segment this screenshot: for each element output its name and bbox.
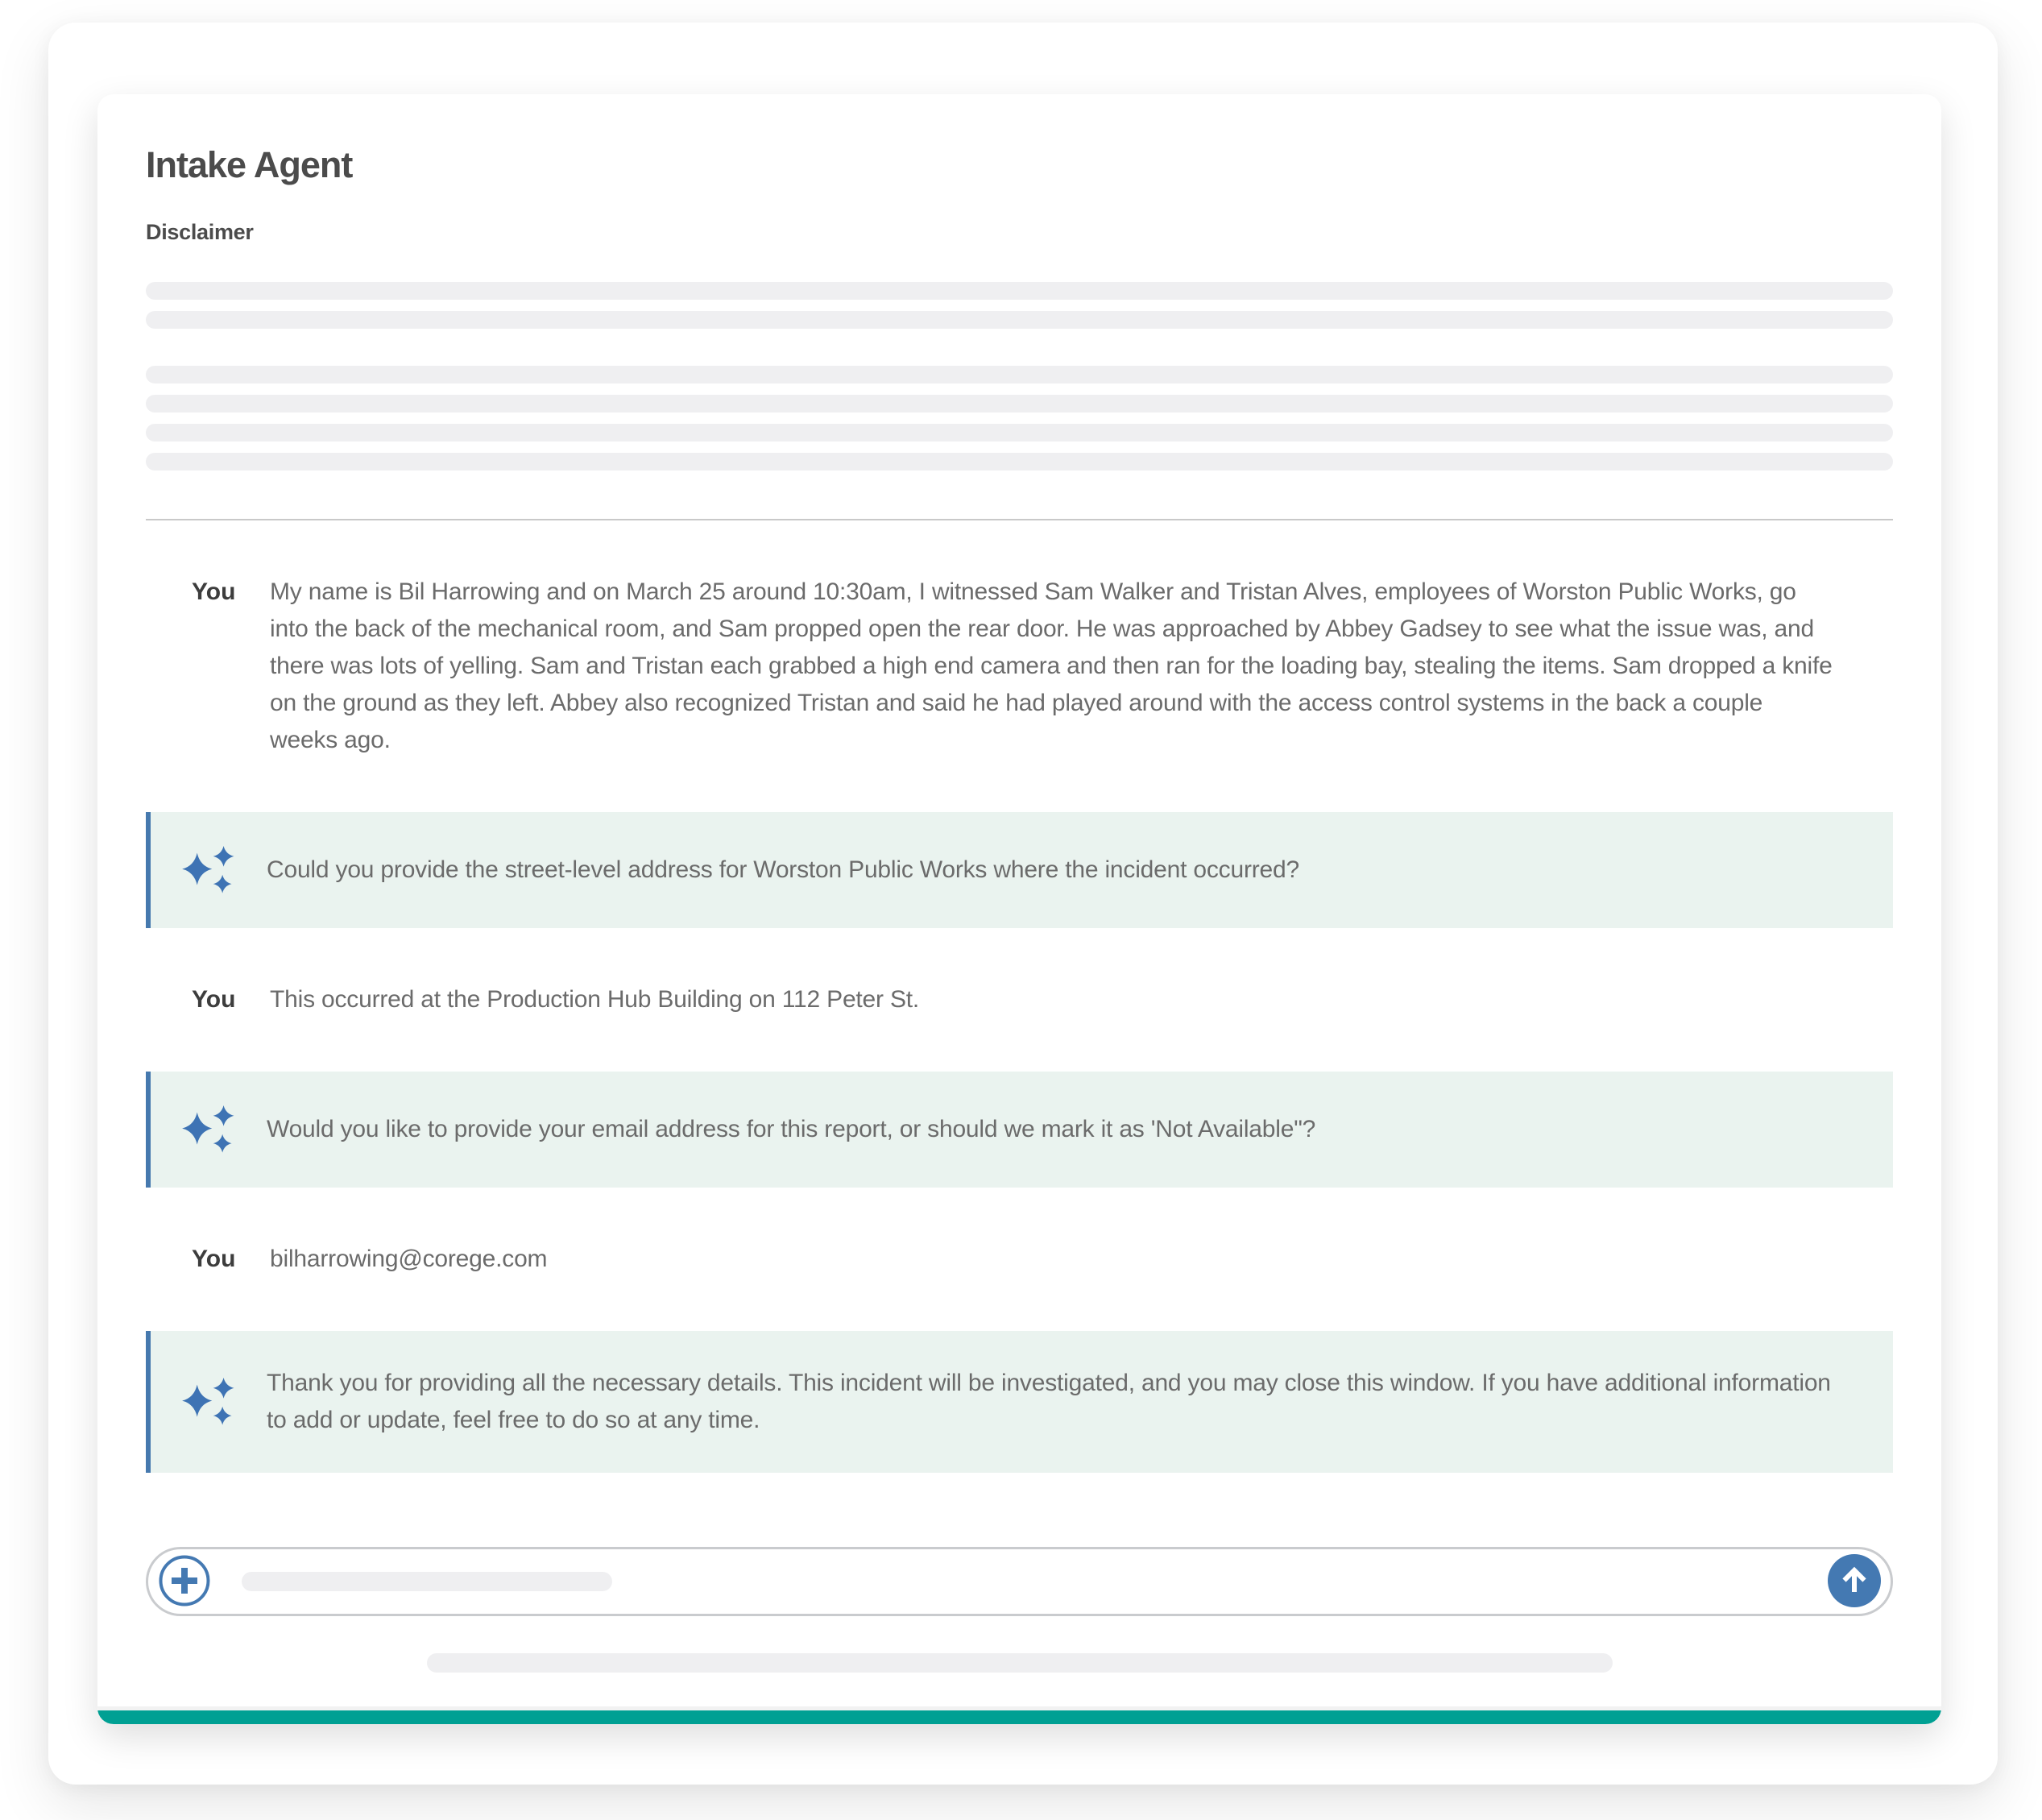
plus-circle-icon [158, 1554, 211, 1610]
skeleton-line [146, 366, 1893, 383]
user-message [146, 574, 1893, 759]
arrow-up-circle-icon [1828, 1554, 1881, 1610]
send-button[interactable] [1828, 1555, 1881, 1608]
disclaimer-heading: Disclaimer [146, 220, 254, 244]
message-text: Could you provide the street-level address for Worston Public Works where the incident occurred? [267, 856, 1299, 883]
card-bottom-accent-bar [97, 1710, 1941, 1724]
sparkles-icon [151, 846, 267, 894]
user-label: You [192, 578, 236, 605]
page-title: Intake Agent [146, 144, 353, 185]
input-placeholder-skeleton [242, 1572, 612, 1591]
skeleton-line [146, 424, 1893, 442]
disclaimer-skeleton-group-1 [146, 282, 1893, 329]
bottom-handle-bar [427, 1653, 1613, 1673]
agent-message [146, 1331, 1893, 1473]
skeleton-line [146, 311, 1893, 329]
skeleton-line [146, 395, 1893, 413]
attach-button[interactable] [158, 1555, 211, 1608]
message-text: Would you like to provide your email address for this report, or should we mark it as 'Not Available"? [267, 1116, 1316, 1142]
card-content [97, 94, 1941, 1673]
message-input[interactable] [211, 1549, 1828, 1614]
user-message [146, 981, 1893, 1018]
section-divider [146, 519, 1893, 520]
disclaimer-skeleton-group-2 [146, 366, 1893, 471]
sparkles-icon [151, 1105, 267, 1154]
skeleton-line [146, 453, 1893, 471]
user-label: You [192, 986, 236, 1013]
skeleton-line [146, 282, 1893, 300]
message-text: bilharrowing@corege.com [270, 1246, 548, 1272]
message-text: This occurred at the Production Hub Building on 112 Peter St. [270, 986, 920, 1013]
message-text: Thank you for providing all the necessary details. This incident will be investigated, and you may close this window. If you have additional information to add or update, feel free to do so at any time. [267, 1370, 1831, 1433]
conversation-log [146, 574, 1893, 1473]
sparkles-icon [151, 1378, 267, 1426]
user-message [146, 1241, 1893, 1278]
message-text: My name is Bil Harrowing and on March 25 around 10:30am, I witnessed Sam Walker and Tristan Alves, employees of Worston Public Works, go into the back of the mechanical room, and Sam propped open the rear door. He was approached by Abbey Gadsey to see what the issue was, and there was lots of yelling. Sam and Tristan each grabbed a high end camera and then ran for the loading bay, stealing the items. Sam dropped a knife on the ground as they left. Abbey also recognized Tristan and said he had played around with the access control systems in the back a couple weeks ago. [270, 578, 1833, 753]
message-composer [146, 1547, 1893, 1616]
agent-message [146, 812, 1893, 928]
intake-agent-card [97, 94, 1941, 1724]
agent-message [146, 1072, 1893, 1188]
user-label: You [192, 1246, 236, 1272]
